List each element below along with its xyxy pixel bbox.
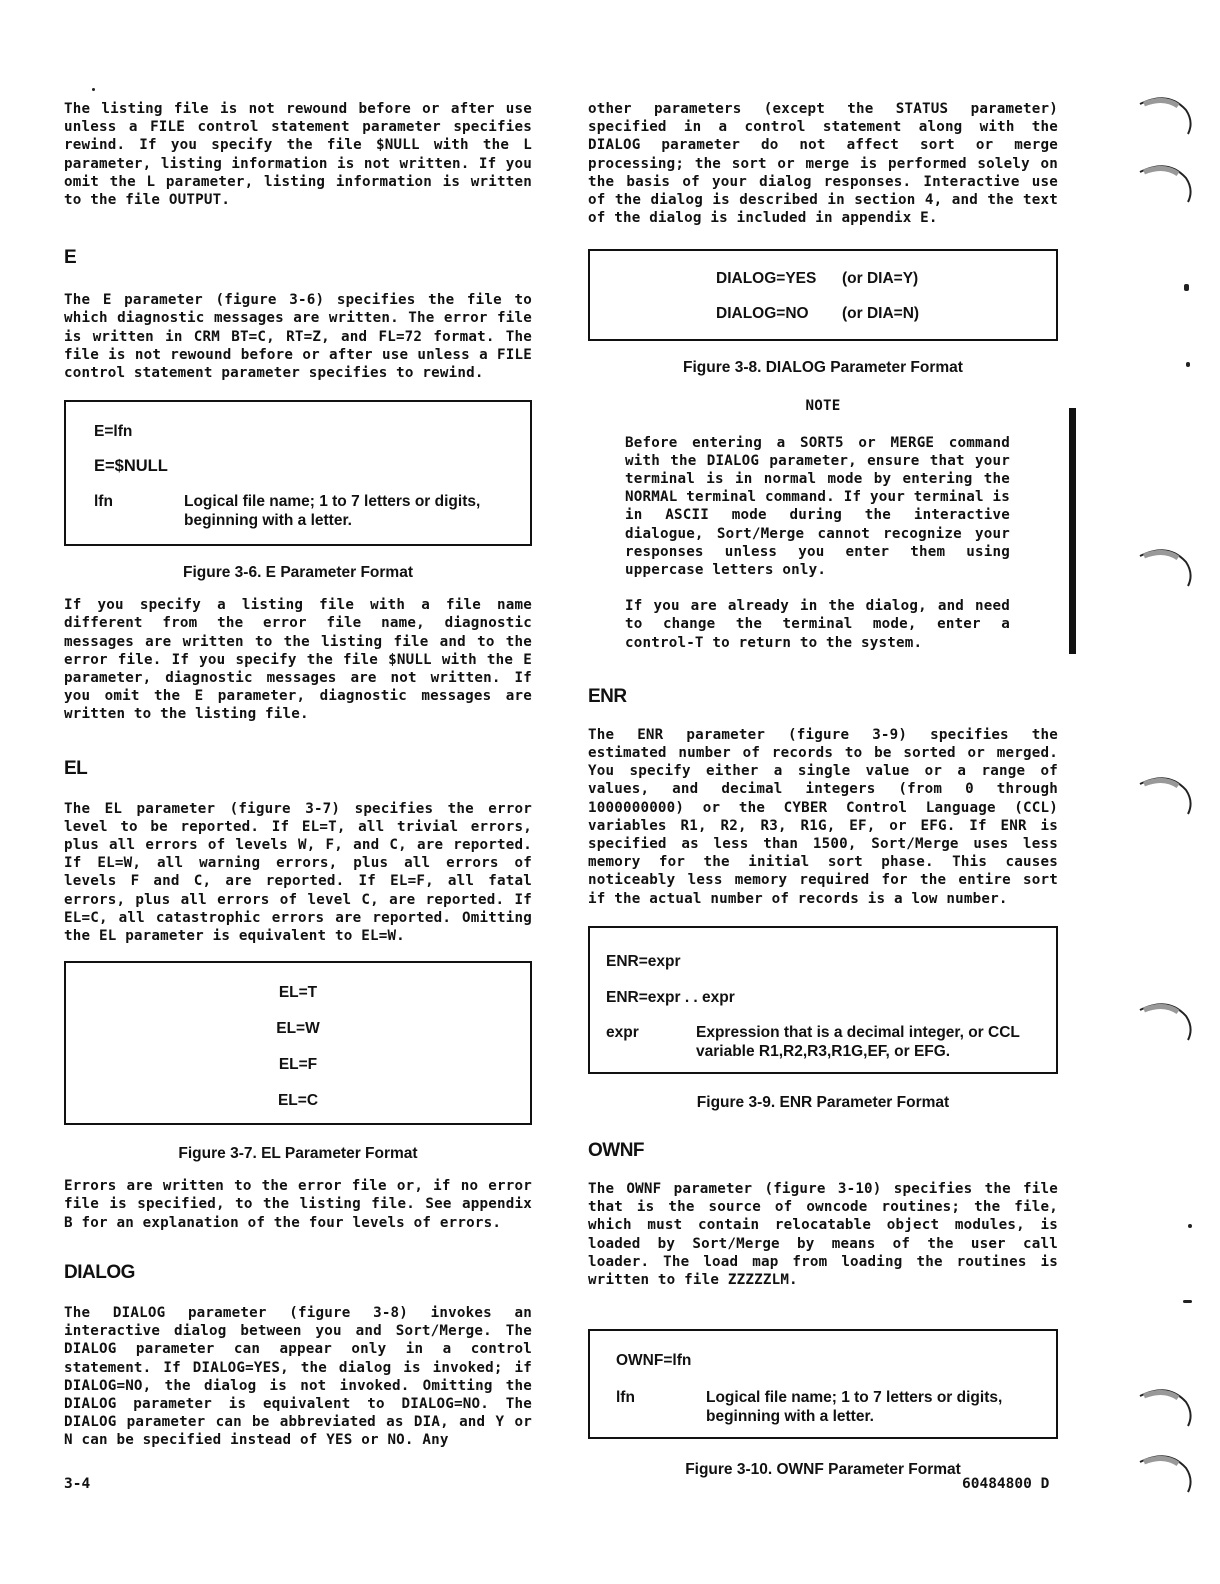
- scan-speck: [1186, 362, 1190, 367]
- note-paragraph-1: Before entering a SORT5 or MERGE command with the DIALOG parameter, ensure that your terminal is in normal mode by entering the NORMAL terminal command. If your terminal is in ASCII mode during the interactive dialogue, Sort/Merge cannot recognize your responses unless you enter them using uppercase letters only.: [625, 434, 1010, 579]
- scan-speck: [1184, 284, 1189, 291]
- binder-clip-icon: [1134, 158, 1196, 204]
- el-format-t: EL=T: [278, 984, 318, 1002]
- left-column: [64, 100, 532, 1450]
- binder-clip-icon: [1134, 1382, 1196, 1428]
- scan-speck: [1183, 1300, 1192, 1303]
- ownf-paragraph: The OWNF parameter (figure 3-10) specifies the file that is the source of owncode routines; the file, which must contain relocatable object modules, is loaded by Sort/Merge by means of the user call loader. The load map from loading the routines is written to file ZZZZZLM.: [588, 1180, 1058, 1288]
- binder-clip-icon: [1134, 996, 1196, 1042]
- figure-3-10-caption: Figure 3-10. OWNF Parameter Format: [685, 1461, 961, 1479]
- e-format-line-1: E=lfn: [94, 423, 133, 441]
- e-heading: E: [64, 247, 77, 269]
- ownf-lfn-description: Logical file name; 1 to 7 letters or digits, beginning with a letter.: [706, 1389, 1003, 1426]
- ownf-heading: OWNF: [588, 1139, 645, 1161]
- binder-clip-icon: [1134, 770, 1196, 816]
- enr-format-line-1: ENR=expr: [606, 952, 681, 970]
- scan-speck: [92, 88, 95, 91]
- figure-3-10-box: [588, 1329, 1058, 1439]
- el-format-w: EL=W: [276, 1020, 320, 1038]
- binder-clip-icon: [1134, 90, 1196, 136]
- note-title: NOTE: [805, 398, 841, 415]
- dialog-no-row: [716, 304, 1056, 323]
- e-format-line-2: E=$NULL: [94, 457, 168, 476]
- figure-3-7-caption: Figure 3-7. EL Parameter Format: [178, 1145, 418, 1163]
- figure-3-7-box: [64, 961, 532, 1125]
- dia-n: (or DIA=N): [842, 305, 920, 323]
- change-bar: [1069, 408, 1076, 654]
- note-block: [588, 434, 1058, 652]
- figure-3-9-box: [588, 926, 1058, 1074]
- ownf-format-line-1: OWNF=lfn: [616, 1352, 692, 1370]
- figure-3-8-box: [588, 249, 1058, 341]
- figure-3-8-caption: Figure 3-8. DIALOG Parameter Format: [683, 359, 963, 377]
- figure-3-6-caption: Figure 3-6. E Parameter Format: [183, 564, 413, 582]
- dialog-heading: DIALOG: [64, 1261, 135, 1283]
- binder-clip-icon: [1134, 1448, 1196, 1494]
- dialog-paragraph: The DIALOG parameter (figure 3-8) invokes an interactive dialog between you and Sort/Merge. The DIALOG parameter can appear only in a control statement. If DIALOG=YES, the dialog is invoked; if DIALOG=NO, the dialog is not invoked. Omitting the DIALOG parameter is equivalent to DIALOG=NO. The DIALOG parameter can be abbreviated as DIA, and Y or N can be specified instead of YES or NO. Any: [64, 1304, 532, 1449]
- note-paragraph-2: If you are already in the dialog, and need to change the terminal mode, enter a control-T to return to the system.: [625, 598, 1010, 651]
- page-number: 3-4: [64, 1476, 91, 1492]
- e-format-definition: [94, 492, 504, 530]
- figure-3-6-box: [64, 400, 532, 546]
- binder-clip-icon: [1134, 542, 1196, 588]
- lfn-description: Logical file name; 1 to 7 letters or digits, beginning with a letter.: [184, 493, 481, 530]
- figure-3-9-caption: Figure 3-9. ENR Parameter Format: [696, 1093, 950, 1111]
- el-paragraph-1: The EL parameter (figure 3-7) specifies the error level to be reported. If EL=T, all trivial errors, plus all errors of levels W, F, and C, are reported. If EL=W, all warning errors, plus all errors of levels F and C, are reported. If EL=F, all fatal errors, plus all errors of level C, are reported. If EL=C, all catastrophic errors are reported. Omitting the EL parameter is equivalent to EL=W.: [64, 800, 532, 945]
- enr-heading: ENR: [588, 685, 627, 707]
- enr-format-definition: [606, 1023, 1032, 1061]
- document-number: 60484800 D: [962, 1476, 1050, 1492]
- dialog-continued-paragraph: other parameters (except the STATUS parameter) specified in a control statement along with the DIALOG parameter do not affect sort or merge processing; the sort or merge is performed solely on the basis of your dialog responses. Interactive use of the dialog is described in section 4, and the text of the dialog is included in appendix E.: [588, 101, 1058, 227]
- listing-paragraph: The listing file is not rewound before or after use unless a FILE control statement parameter specifies rewind. If you specify the file $NULL with the L parameter, listing information is not written. If you omit the L parameter, listing information is written to the file OUTPUT.: [64, 101, 532, 209]
- el-format-c: EL=C: [277, 1092, 319, 1110]
- scan-speck: [1188, 1224, 1192, 1228]
- expr-description: Expression that is a decimal integer, or CCL variable R1,R2,R3,R1G,EF, or EFG.: [696, 1023, 1020, 1060]
- dialog-no: DIALOG=NO: [716, 305, 809, 323]
- dia-y: (or DIA=Y): [842, 270, 919, 288]
- dialog-yes-row: [716, 269, 1056, 288]
- e-paragraph-2: If you specify a listing file with a file name different from the error file name, diagnostic messages are written to the listing file and to the error file. If you specify the file $NULL with the E parameter, diagnostic messages are not written. If you omit the E parameter, diagnostic messages are written to the listing file.: [64, 597, 532, 723]
- enr-paragraph: The ENR parameter (figure 3-9) specifies the estimated number of records to be sorted or merged. You specify either a single value or a range of values, and decimal integers (from 0 through 1000000000) or the CYBER Control Language (CCL) variables R1, R2, R3, R1G, EF, or EFG. If ENR is specified as less than 1500, Sort/Merge uses less memory for the initial sort phase. This causes noticeably less memory required for the entire sort if the actual number of records is a low number.: [588, 726, 1058, 907]
- dialog-yes: DIALOG=YES: [716, 270, 817, 288]
- enr-format-line-2: ENR=expr . . expr: [606, 988, 735, 1006]
- el-format-f: EL=F: [278, 1056, 318, 1074]
- lfn-term: lfn: [94, 493, 113, 511]
- expr-term: expr: [606, 1023, 639, 1041]
- el-paragraph-2: Errors are written to the error file or, if no error file is specified, to the listing file. See appendix B for an explanation of the four levels of errors.: [64, 1178, 532, 1231]
- el-heading: EL: [64, 757, 88, 779]
- ownf-format-definition: [616, 1388, 1032, 1426]
- ownf-lfn-term: lfn: [616, 1389, 635, 1407]
- right-column: [588, 100, 1058, 1479]
- e-paragraph-1: The E parameter (figure 3-6) specifies the file to which diagnostic messages are written. The error file is written in CRM BT=C, RT=Z, and FL=72 format. The file is not rewound before or after use unless a FILE control statement parameter specifies to rewind.: [64, 292, 532, 382]
